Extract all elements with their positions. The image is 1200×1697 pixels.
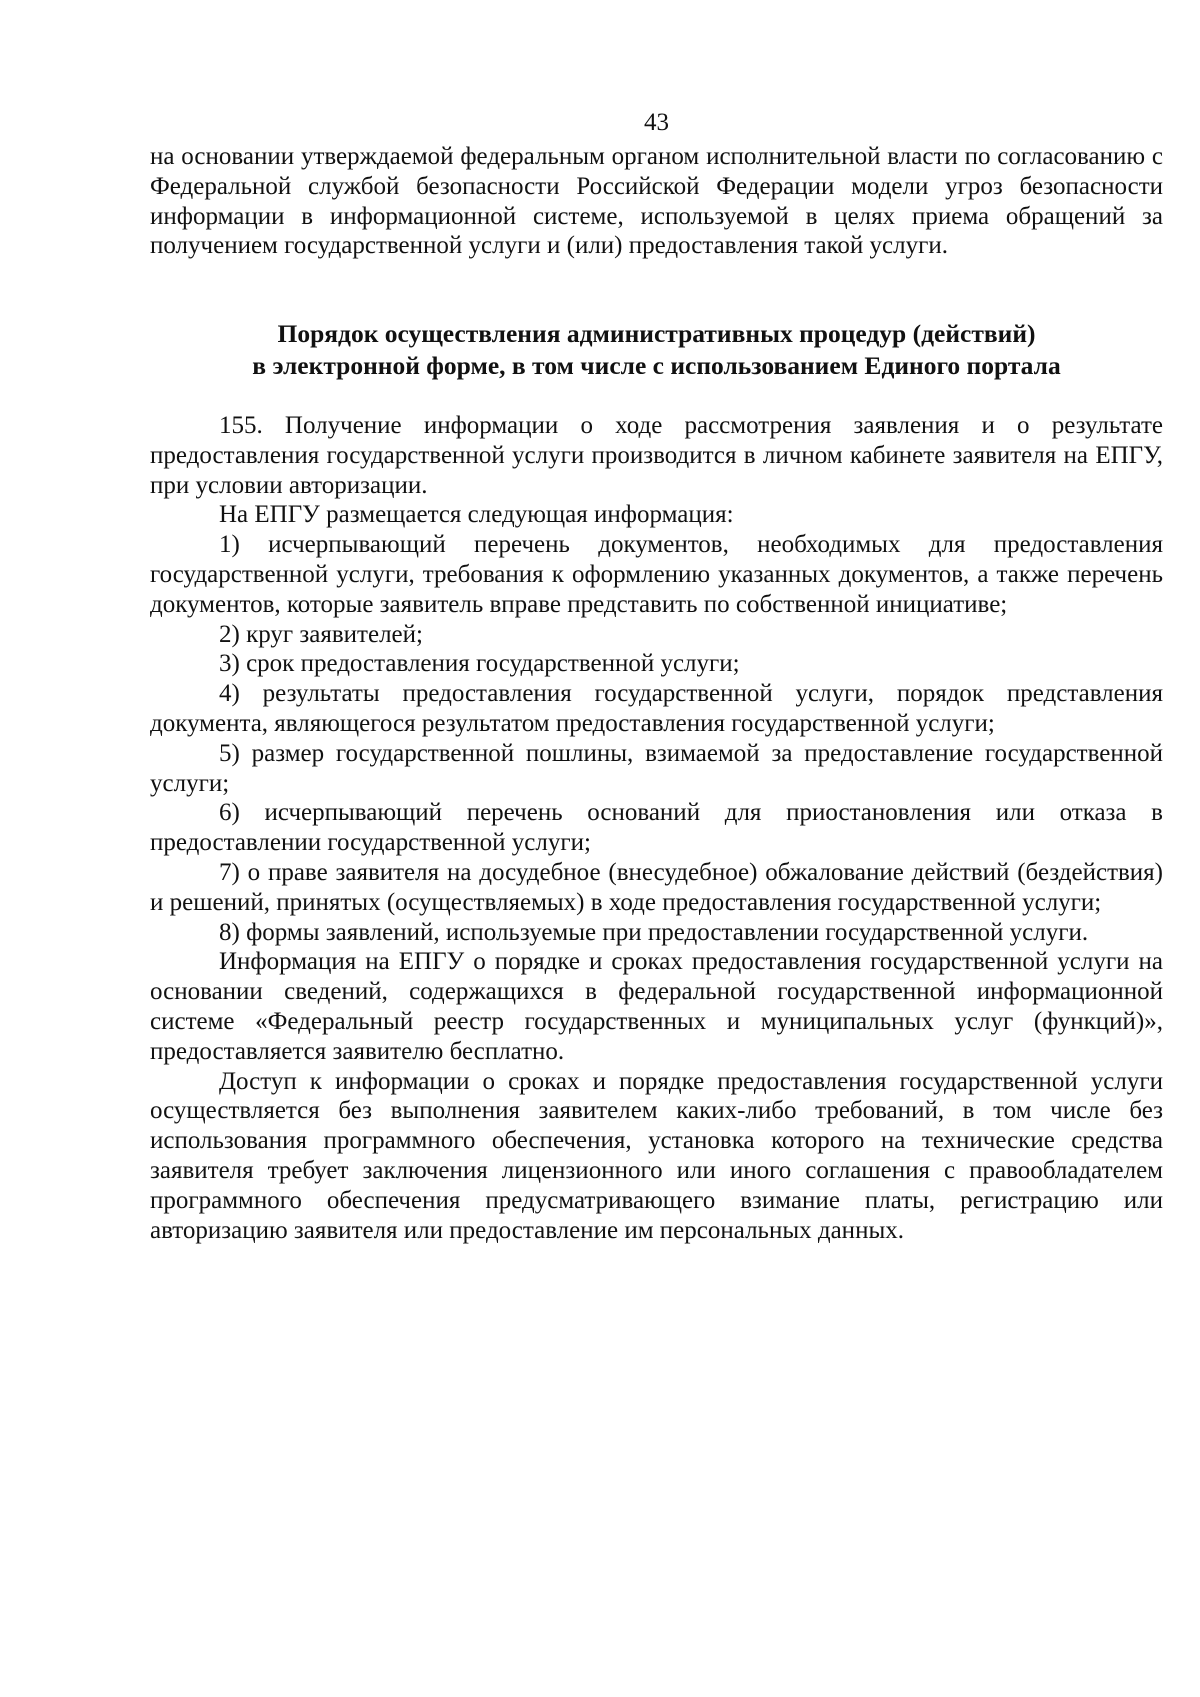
section-heading-line-1: Порядок осуществления административных процедур (действий) — [277, 319, 1036, 348]
list-item-3: 3) срок предоставления государственной услуги; — [219, 650, 740, 678]
section-heading-line-2: в электронной форме, в том числе с использованием Единого портала — [252, 351, 1061, 380]
list-item-1: 1) исчерпывающий перечень документов, необходимых для предоставления государственной услуги, требования к оформлению указанных документов, а также перечень документов, которые заявитель вправе представить по собственной инициативе; — [150, 531, 1163, 618]
list-item-6: 6) исчерпывающий перечень оснований для приостановления или отказа в предоставлении государственной услуги; — [150, 799, 1163, 857]
intro-paragraph: на основании утверждаемой федеральным органом исполнительной власти по согласованию с Федеральной службой безопасности Российской Федерации модели угроз безопасности информации в информационной системе, используемой в целях приема обращений за получением государственной услуги и (или) предоставления такой услуги. — [150, 143, 1163, 260]
intro-section — [150, 142, 1163, 261]
paragraph-155: 155. Получение информации о ходе рассмотрения заявления и о результате предоставления государственной услуги производится в личном кабинете заявителя на ЕПГУ, при условии авторизации. — [150, 412, 1163, 499]
main-section — [150, 411, 1163, 1245]
paragraph-access-info: Доступ к информации о сроках и порядке предоставления государственной услуги осуществляется без выполнения заявителем каких-либо требований, в том числе без использования программного обеспечения, установка которого на технические средства заявителя требует заключения лицензионного или иного соглашения с правообладателем программного обеспечения предусматривающего взимание платы, регистрацию или авторизацию заявителя или предоставление им персональных данных. — [150, 1067, 1163, 1244]
list-item-4: 4) результаты предоставления государственной услуги, порядок представления документа, являющегося результатом предоставления государственной услуги; — [150, 680, 1163, 737]
page-number: 43 — [644, 109, 669, 136]
list-item-7: 7) о праве заявителя на досудебное (внесудебное) обжалование действий (бездействия) и решений, принятых (осуществляемых) в ходе предоставления государственной услуги; — [150, 858, 1163, 916]
section-heading — [150, 318, 1163, 382]
list-item-8: 8) формы заявлений, используемые при предоставлении государственной услуги. — [219, 918, 1089, 946]
paragraph-epgu-info: На ЕПГУ размещается следующая информация: — [219, 501, 734, 529]
list-item-2: 2) круг заявителей; — [219, 620, 423, 648]
list-item-5: 5) размер государственной пошлины, взимаемой за предоставление государственной услуги; — [150, 739, 1163, 797]
paragraph-registry-info: Информация на ЕПГУ о порядке и сроках предоставления государственной услуги на основании сведений, содержащихся в федеральной государственной информационной системе «Федеральный реестр государственных и муниципальных услуг (функций)», предоставляется заявителю бесплатно. — [150, 948, 1163, 1065]
